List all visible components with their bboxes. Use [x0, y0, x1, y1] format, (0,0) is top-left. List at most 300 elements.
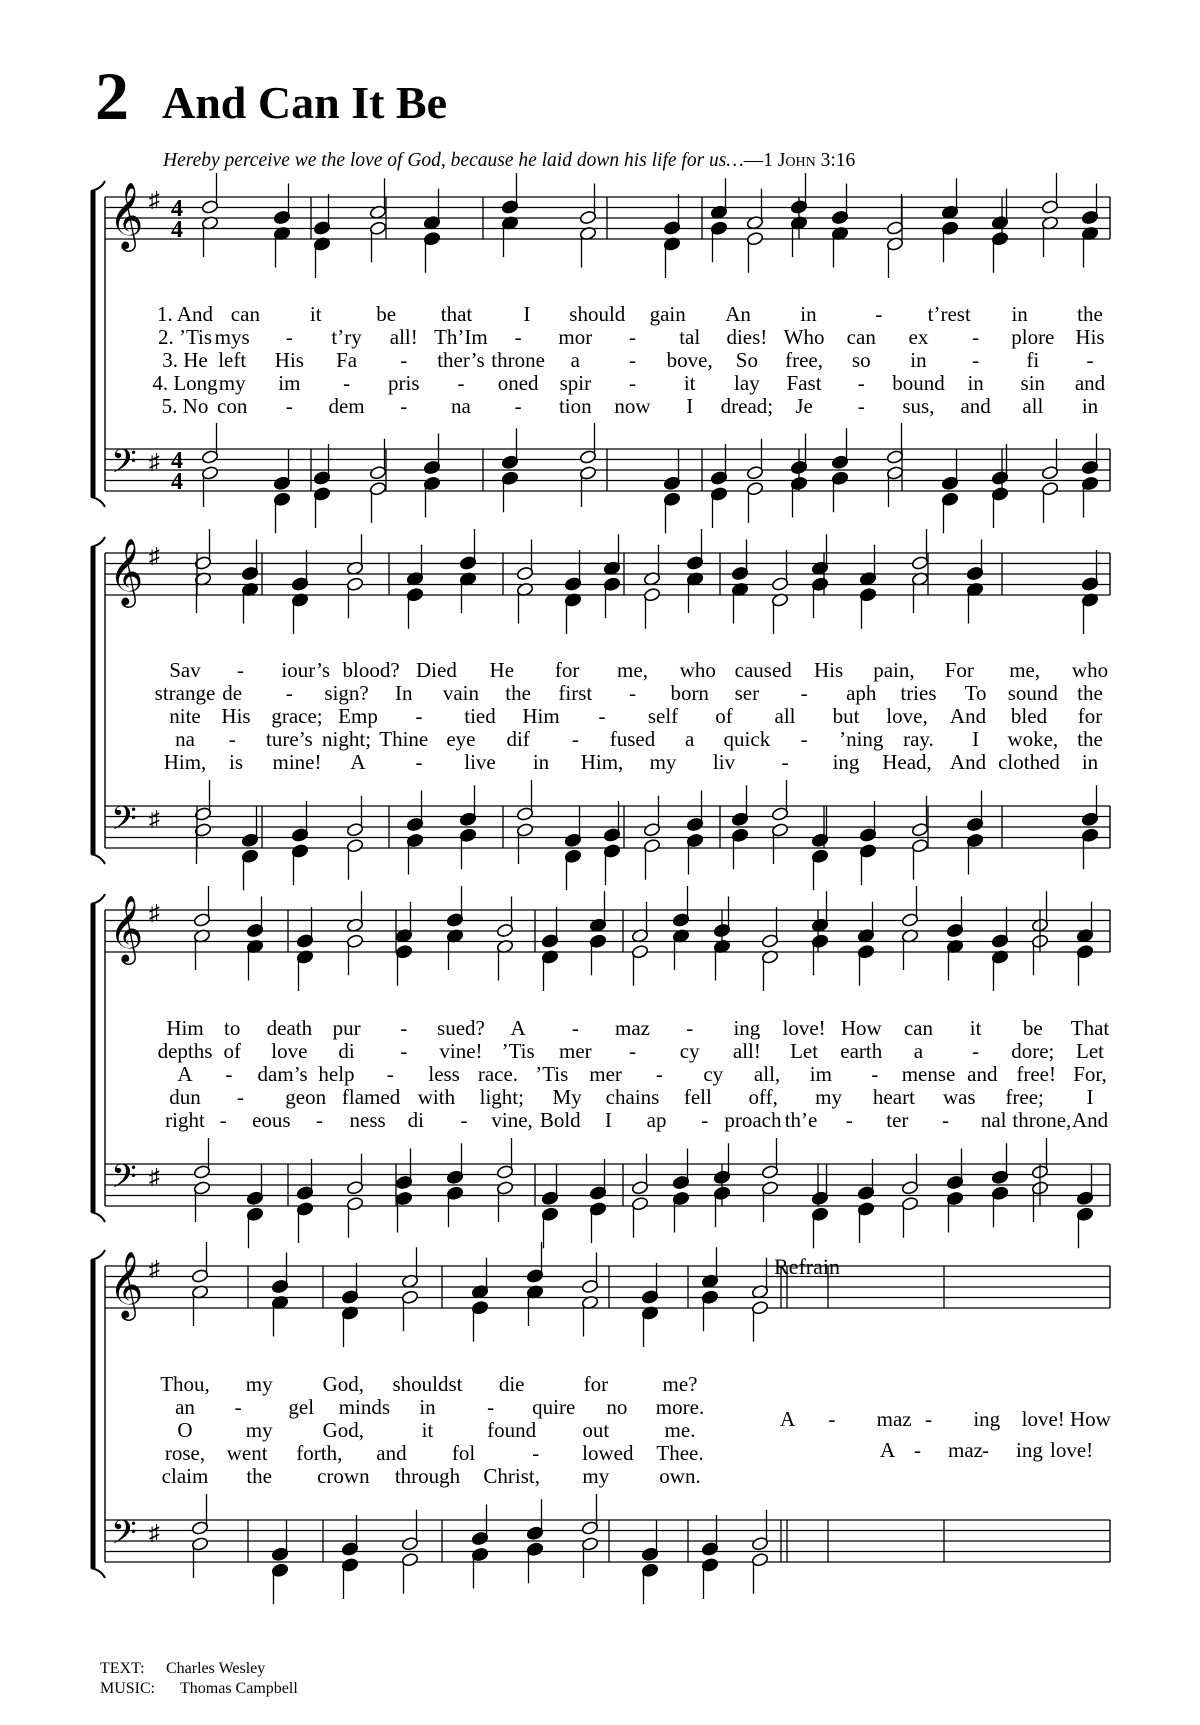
lyric-syllable: God,	[322, 1372, 365, 1396]
lyric-syllable: con	[217, 394, 248, 418]
lyric-line	[0, 348, 1200, 372]
lyric-syllable: -	[800, 727, 808, 751]
lyric-syllable: To	[964, 681, 987, 705]
lyric-syllable: sign?	[324, 681, 369, 705]
lyric-syllable: ap	[646, 1108, 667, 1132]
lyric-syllable: pris	[388, 371, 420, 395]
lyric-syllable: ser	[734, 681, 760, 705]
lyric-syllable: -	[285, 394, 293, 418]
refrain-label: Refrain	[774, 1254, 840, 1279]
lyric-line	[0, 727, 1200, 751]
lyric-syllable: forth,	[296, 1441, 343, 1465]
lyric-syllable: -	[629, 371, 636, 395]
lyric-syllable: throne,	[1012, 1108, 1072, 1132]
lyric-syllable: the	[505, 681, 531, 705]
lyric-line	[0, 1085, 1200, 1109]
lyric-syllable: -	[225, 1062, 233, 1086]
lyric-syllable: it	[309, 302, 322, 326]
lyric-syllable: me,	[617, 658, 648, 682]
lyric-syllable: all	[1022, 394, 1044, 418]
lyric-syllable: mer	[589, 1062, 622, 1086]
lyric-syllable: love!	[782, 1016, 826, 1040]
refrain-syllable: maz	[948, 1438, 983, 1462]
refrain-syllable: -	[925, 1407, 932, 1431]
lyric-syllable: it	[683, 371, 696, 395]
lyric-line	[0, 1108, 1200, 1132]
lyric-syllable: first	[558, 681, 593, 705]
lyric-syllable: -	[400, 394, 408, 418]
lyric-syllable: in	[800, 302, 817, 326]
lyric-syllable: cy	[703, 1062, 724, 1086]
lyric-syllable: be	[376, 302, 397, 326]
lyric-syllable: I	[686, 394, 694, 418]
lyric-syllable: so	[851, 348, 871, 372]
lyric-line	[0, 302, 1200, 326]
lyric-line	[0, 1039, 1200, 1063]
lyric-syllable: dam’s	[257, 1062, 308, 1086]
lyric-syllable: His	[813, 658, 844, 682]
lyric-syllable: Christ,	[483, 1464, 540, 1488]
lyric-syllable: me.	[664, 1418, 696, 1442]
lyric-syllable: blood?	[342, 658, 400, 682]
lyric-syllable: dun	[169, 1085, 201, 1109]
lyric-syllable: tries	[900, 681, 937, 705]
lyric-syllable: -	[415, 704, 423, 728]
lyric-syllable: in	[967, 371, 984, 395]
lyric-syllable: spir	[559, 371, 592, 395]
lyric-syllable: no	[606, 1395, 628, 1419]
epigraph-reference: —1 John 3:16	[743, 150, 856, 171]
bass-staff-3	[105, 1138, 1110, 1248]
lyric-syllable: -	[487, 1395, 495, 1419]
refrain-syllable: How	[1070, 1407, 1111, 1431]
lyric-syllable: can	[846, 325, 876, 349]
lyric-syllable: dif	[506, 727, 530, 751]
lyric-syllable: light;	[479, 1085, 524, 1109]
lyric-syllable: in	[910, 348, 927, 372]
lyric-syllable: Him	[166, 1016, 204, 1040]
lyric-syllable: strange	[154, 681, 216, 705]
lyric-syllable: fused	[609, 727, 656, 751]
lyric-syllable: -	[236, 1085, 244, 1109]
lyric-syllable: Him,	[580, 750, 624, 774]
lyric-syllable: I	[604, 1108, 612, 1132]
lyric-syllable: plore	[1011, 325, 1055, 349]
lyric-syllable: -	[343, 371, 351, 395]
lyric-syllable: That	[1070, 1016, 1110, 1040]
lyric-syllable: im	[809, 1062, 832, 1086]
lyric-syllable: to	[224, 1016, 241, 1040]
lyric-syllable: -	[871, 1062, 879, 1086]
lyric-syllable: it	[421, 1418, 434, 1442]
lyric-syllable: fi	[1026, 348, 1040, 372]
lyric-syllable: I	[972, 727, 980, 751]
lyric-syllable: fell	[683, 1085, 712, 1109]
credit-text-row	[100, 1659, 298, 1679]
lyric-syllable: clothed	[998, 750, 1060, 774]
lyric-syllable: off,	[748, 1085, 778, 1109]
lyric-syllable: the	[1077, 302, 1103, 326]
lyric-syllable: 3. He	[162, 348, 208, 372]
lyric-syllable: lowed	[582, 1441, 634, 1465]
bass-clef-icon: 𝄢	[111, 800, 137, 846]
lyric-syllable: -	[285, 325, 293, 349]
lyric-syllable: -	[800, 681, 808, 705]
lyric-syllable: -	[386, 1062, 394, 1086]
lyric-syllable: pain,	[873, 658, 915, 682]
lyric-syllable: -	[234, 1395, 242, 1419]
lyric-syllable: rose,	[164, 1441, 206, 1465]
treble-staff-2	[105, 529, 1110, 634]
lyric-syllable: -	[629, 681, 636, 705]
lyric-syllable: His	[1075, 325, 1105, 349]
lyric-syllable: free,	[785, 348, 824, 372]
lyric-syllable: love	[271, 1039, 308, 1063]
sharp-icon: ♯	[149, 543, 160, 568]
lyric-syllable: throne	[491, 348, 545, 372]
treble-clef-icon: 𝄞	[109, 894, 144, 962]
lyric-syllable: Je	[795, 394, 813, 418]
lyric-line	[0, 681, 1200, 705]
lyric-syllable: -	[972, 348, 980, 372]
lyric-syllable: all!	[389, 325, 418, 349]
lyric-syllable: Emp	[338, 704, 378, 728]
lyric-syllable: quire	[532, 1395, 576, 1419]
lyric-syllable: -	[857, 394, 865, 418]
lyric-syllable: Let	[1076, 1039, 1104, 1063]
lyric-syllable: lay	[734, 371, 760, 395]
lyric-syllable: ’Tis	[501, 1039, 535, 1063]
lyric-syllable: A	[177, 1062, 193, 1086]
lyric-syllable: my	[218, 371, 246, 395]
lyric-syllable: went	[226, 1441, 268, 1465]
lyric-syllable: -	[400, 1039, 408, 1063]
lyric-syllable: Let	[790, 1039, 819, 1063]
lyric-syllable: sound	[1007, 681, 1058, 705]
time-signature: 4	[171, 469, 183, 495]
lyric-syllable: me?	[662, 1372, 698, 1396]
lyric-syllable: And	[949, 704, 987, 728]
lyric-syllable: tal	[679, 325, 701, 349]
lyric-syllable: t’rest	[927, 302, 971, 326]
lyric-syllable: flamed	[341, 1085, 401, 1109]
lyric-syllable: ray.	[903, 727, 934, 751]
lyric-syllable: found	[487, 1418, 537, 1442]
lyric-syllable: sued?	[437, 1016, 485, 1040]
refrain-syllable: maz	[876, 1407, 912, 1431]
lyric-syllable: that	[440, 302, 473, 326]
lyric-syllable: now	[614, 394, 651, 418]
lyric-syllable: Him,	[163, 750, 207, 774]
lyric-syllable: ing	[733, 1016, 761, 1040]
refrain-syllable: love!	[1050, 1438, 1094, 1462]
lyric-syllable: 2. ’Tis	[157, 325, 213, 349]
lyric-syllable: So	[735, 348, 758, 372]
lyric-syllable: -	[972, 1039, 980, 1063]
lyric-syllable: Head,	[882, 750, 932, 774]
lyric-syllable: woke,	[1007, 727, 1059, 751]
lyric-syllable: maz	[615, 1016, 650, 1040]
lyric-syllable: a	[685, 727, 695, 751]
lyric-syllable: 1. And	[156, 302, 214, 326]
lyric-syllable: shouldst	[392, 1372, 463, 1396]
lyric-syllable: tied	[464, 704, 496, 728]
lyric-syllable: dies!	[726, 325, 768, 349]
lyric-syllable: geon	[285, 1085, 327, 1109]
lyric-syllable: gel	[288, 1395, 315, 1419]
lyric-syllable: -	[400, 348, 408, 372]
lyric-line	[0, 371, 1200, 395]
lyric-syllable: -	[514, 394, 522, 418]
lyric-syllable: pur	[332, 1016, 361, 1040]
lyric-syllable: O	[177, 1418, 193, 1442]
lyric-syllable: help	[318, 1062, 355, 1086]
lyric-syllable: vine,	[491, 1108, 533, 1132]
lyric-syllable: should	[569, 302, 626, 326]
lyric-syllable: Died	[416, 658, 457, 682]
lyric-syllable: earth	[840, 1039, 883, 1063]
lyric-syllable: t’ry	[331, 325, 362, 349]
lyric-syllable: -	[285, 681, 293, 705]
time-signature: 4	[171, 196, 183, 222]
credit-music-value: Thomas Campbell	[180, 1680, 298, 1697]
lyric-syllable: na	[451, 394, 471, 418]
lyric-syllable: A	[350, 750, 366, 774]
hymn-number: 2	[95, 58, 129, 134]
refrain-syllable: A	[780, 1407, 796, 1431]
lyric-syllable: and	[967, 1062, 998, 1086]
lyric-syllable: my	[649, 750, 677, 774]
lyric-syllable: -	[1086, 348, 1094, 372]
lyric-syllable: my	[245, 1372, 273, 1396]
lyric-syllable: and	[960, 394, 991, 418]
lyric-syllable: born	[670, 681, 709, 705]
lyric-syllable: -	[875, 302, 883, 326]
bass-clef-icon: 𝄢	[111, 1158, 137, 1204]
lyric-syllable: dread;	[720, 394, 774, 418]
lyric-syllable: tion	[558, 394, 592, 418]
lyric-syllable: eye	[446, 727, 476, 751]
lyric-syllable: and	[376, 1441, 407, 1465]
lyric-line	[0, 1464, 1200, 1488]
lyric-syllable: in	[1081, 750, 1099, 774]
credit-music-label: MUSIC:	[100, 1680, 156, 1697]
lyric-syllable: I	[1086, 1085, 1094, 1109]
lyric-syllable: A	[510, 1016, 526, 1040]
credit-music-row	[100, 1679, 298, 1699]
lyric-syllable: love,	[886, 704, 928, 728]
lyric-line	[0, 658, 1200, 682]
treble-clef-icon: 𝄞	[109, 537, 144, 605]
lyric-syllable: bound	[892, 371, 945, 395]
lyric-syllable: quick	[723, 727, 771, 751]
lyric-syllable: His	[221, 704, 251, 728]
lyric-line	[0, 1062, 1200, 1086]
lyric-syllable: -	[571, 727, 579, 751]
lyric-line	[0, 325, 1200, 349]
lyric-syllable: For,	[1073, 1062, 1107, 1086]
sharp-icon: ♯	[149, 900, 160, 925]
lyric-line	[0, 750, 1200, 774]
lyric-syllable: be	[1022, 1016, 1043, 1040]
lyric-syllable: -	[532, 1441, 540, 1465]
lyric-syllable: ter	[886, 1108, 909, 1132]
lyric-syllable: -	[598, 704, 606, 728]
lyric-syllable: in	[419, 1395, 436, 1419]
lyric-syllable: vine!	[439, 1039, 483, 1063]
lyric-syllable: free!	[1016, 1062, 1056, 1086]
lyric-syllable: the	[1077, 727, 1103, 751]
lyric-syllable: caused	[734, 658, 792, 682]
lyric-line	[0, 1016, 1200, 1040]
lyric-syllable: gain	[649, 302, 686, 326]
lyric-syllable: 5. No	[161, 394, 209, 418]
lyric-syllable: ex	[908, 325, 929, 349]
lyric-syllable: -	[236, 658, 244, 682]
hymn-title: And Can It Be	[162, 77, 448, 128]
lyric-syllable: an	[175, 1395, 195, 1419]
lyric-syllable: and	[1074, 371, 1106, 395]
lyric-line	[0, 1395, 1200, 1419]
lyric-syllable: of	[223, 1039, 241, 1063]
lyric-syllable: all,	[753, 1062, 781, 1086]
lyric-syllable: 4. Long	[152, 371, 218, 395]
lyric-syllable: eous	[252, 1108, 291, 1132]
lyric-syllable: was	[942, 1085, 976, 1109]
credit-text-label: TEXT:	[100, 1660, 145, 1677]
lyric-syllable: can	[230, 302, 260, 326]
lyric-syllable: depths	[157, 1039, 213, 1063]
lyric-syllable: in	[1011, 302, 1028, 326]
bass-clef-icon: 𝄢	[111, 443, 137, 489]
lyric-syllable: my	[815, 1085, 842, 1109]
lyric-syllable: race.	[477, 1062, 519, 1086]
epigraph-text: Hereby perceive we the love of God, because he laid down his life for us…	[163, 150, 744, 171]
lyric-syllable: mine!	[272, 750, 322, 774]
lyric-syllable: ness	[349, 1108, 386, 1132]
treble-staff-4	[105, 1242, 1110, 1347]
lyric-syllable: my	[245, 1418, 273, 1442]
lyric-syllable: -	[629, 325, 636, 349]
refrain-syllable: ing	[973, 1407, 1001, 1431]
lyric-syllable: -	[781, 750, 789, 774]
lyric-syllable: mys	[214, 325, 250, 349]
lyric-syllable: di	[407, 1108, 424, 1132]
lyric-syllable: nite	[169, 704, 201, 728]
lyric-syllable: aph	[846, 681, 877, 705]
lyric-syllable: sin	[1020, 371, 1046, 395]
lyric-syllable: na	[175, 727, 195, 751]
lyric-syllable: me,	[1009, 658, 1041, 682]
lyric-syllable: is	[228, 750, 244, 774]
lyric-syllable: live	[464, 750, 496, 774]
lyric-syllable: My	[552, 1085, 582, 1109]
lyric-syllable: minds	[338, 1395, 391, 1419]
lyric-syllable: di	[338, 1039, 355, 1063]
lyric-syllable: all!	[732, 1039, 761, 1063]
lyric-syllable: An	[725, 302, 751, 326]
lyric-syllable: -	[415, 750, 423, 774]
lyric-syllable: cy	[679, 1039, 700, 1063]
lyric-syllable: -	[460, 1108, 468, 1132]
lyric-syllable: im	[278, 371, 301, 395]
lyric-syllable: He	[489, 658, 515, 682]
refrain-syllable: -	[914, 1438, 921, 1462]
lyric-syllable: -	[686, 1016, 694, 1040]
lyric-syllable: with	[417, 1085, 456, 1109]
bass-staff-4	[105, 1494, 1110, 1604]
lyric-syllable: -	[400, 1016, 408, 1040]
sharp-icon: ♯	[149, 187, 160, 212]
lyric-syllable: -	[457, 371, 465, 395]
lyric-syllable: nal	[980, 1108, 1007, 1132]
lyric-syllable: a	[570, 348, 580, 372]
lyric-syllable: oned	[497, 371, 539, 395]
lyric-syllable: -	[228, 727, 236, 751]
lyric-syllable: proach	[724, 1108, 782, 1132]
lyric-syllable: -	[942, 1108, 950, 1132]
lyric-syllable: Bold	[539, 1108, 581, 1132]
lyric-syllable: Th’Im	[434, 325, 488, 349]
lyric-syllable: For	[944, 658, 974, 682]
refrain-syllable: -	[828, 1407, 836, 1431]
lyric-syllable: die	[498, 1372, 525, 1396]
lyric-syllable: claim	[161, 1464, 209, 1488]
lyric-syllable: death	[266, 1016, 313, 1040]
refrain-syllable: ing	[1016, 1438, 1043, 1462]
sharp-icon: ♯	[149, 1520, 160, 1545]
lyric-syllable: liv	[712, 750, 736, 774]
lyric-syllable: ’Tis	[535, 1062, 569, 1086]
lyric-syllable: free;	[1005, 1085, 1044, 1109]
lyric-syllable: sus,	[902, 394, 935, 418]
lyric-syllable: all	[774, 704, 796, 728]
lyric-syllable: but	[832, 704, 860, 728]
treble-clef-icon: 𝄞	[109, 1250, 144, 1318]
lyric-syllable: of	[715, 704, 733, 728]
lyric-syllable: fol	[451, 1441, 476, 1465]
lyric-syllable: mor	[558, 325, 593, 349]
lyric-syllable: left	[218, 348, 247, 372]
lyric-syllable: -	[857, 371, 865, 395]
lyric-syllable: ture’s	[266, 727, 313, 751]
lyric-syllable: can	[903, 1016, 934, 1040]
lyric-syllable: Thine	[379, 727, 429, 751]
lyric-syllable: -	[701, 1108, 709, 1132]
lyric-syllable: How	[840, 1016, 882, 1040]
lyric-syllable: who	[679, 658, 716, 682]
lyric-syllable: dem	[328, 394, 365, 418]
lyric-syllable: And	[1071, 1108, 1109, 1132]
lyric-syllable: iour’s	[281, 658, 331, 682]
lyric-syllable: own.	[659, 1464, 701, 1488]
lyric-syllable: the	[1077, 681, 1103, 705]
lyric-syllable: for	[554, 658, 580, 682]
lyric-syllable: -	[514, 325, 522, 349]
lyric-syllable: it	[969, 1016, 982, 1040]
lyric-syllable: who	[1071, 658, 1109, 682]
lyric-syllable: more.	[655, 1395, 705, 1419]
lyric-syllable: bove,	[666, 348, 713, 372]
lyric-syllable: In	[395, 681, 413, 705]
lyric-syllable: mer	[558, 1039, 592, 1063]
lyric-syllable: out	[582, 1418, 610, 1442]
lyric-syllable: dore;	[1011, 1039, 1055, 1063]
lyric-syllable: And	[949, 750, 987, 774]
lyric-syllable: Fast	[786, 371, 822, 395]
lyric-syllable: Fa	[336, 348, 358, 372]
refrain-syllable: A	[880, 1438, 896, 1462]
